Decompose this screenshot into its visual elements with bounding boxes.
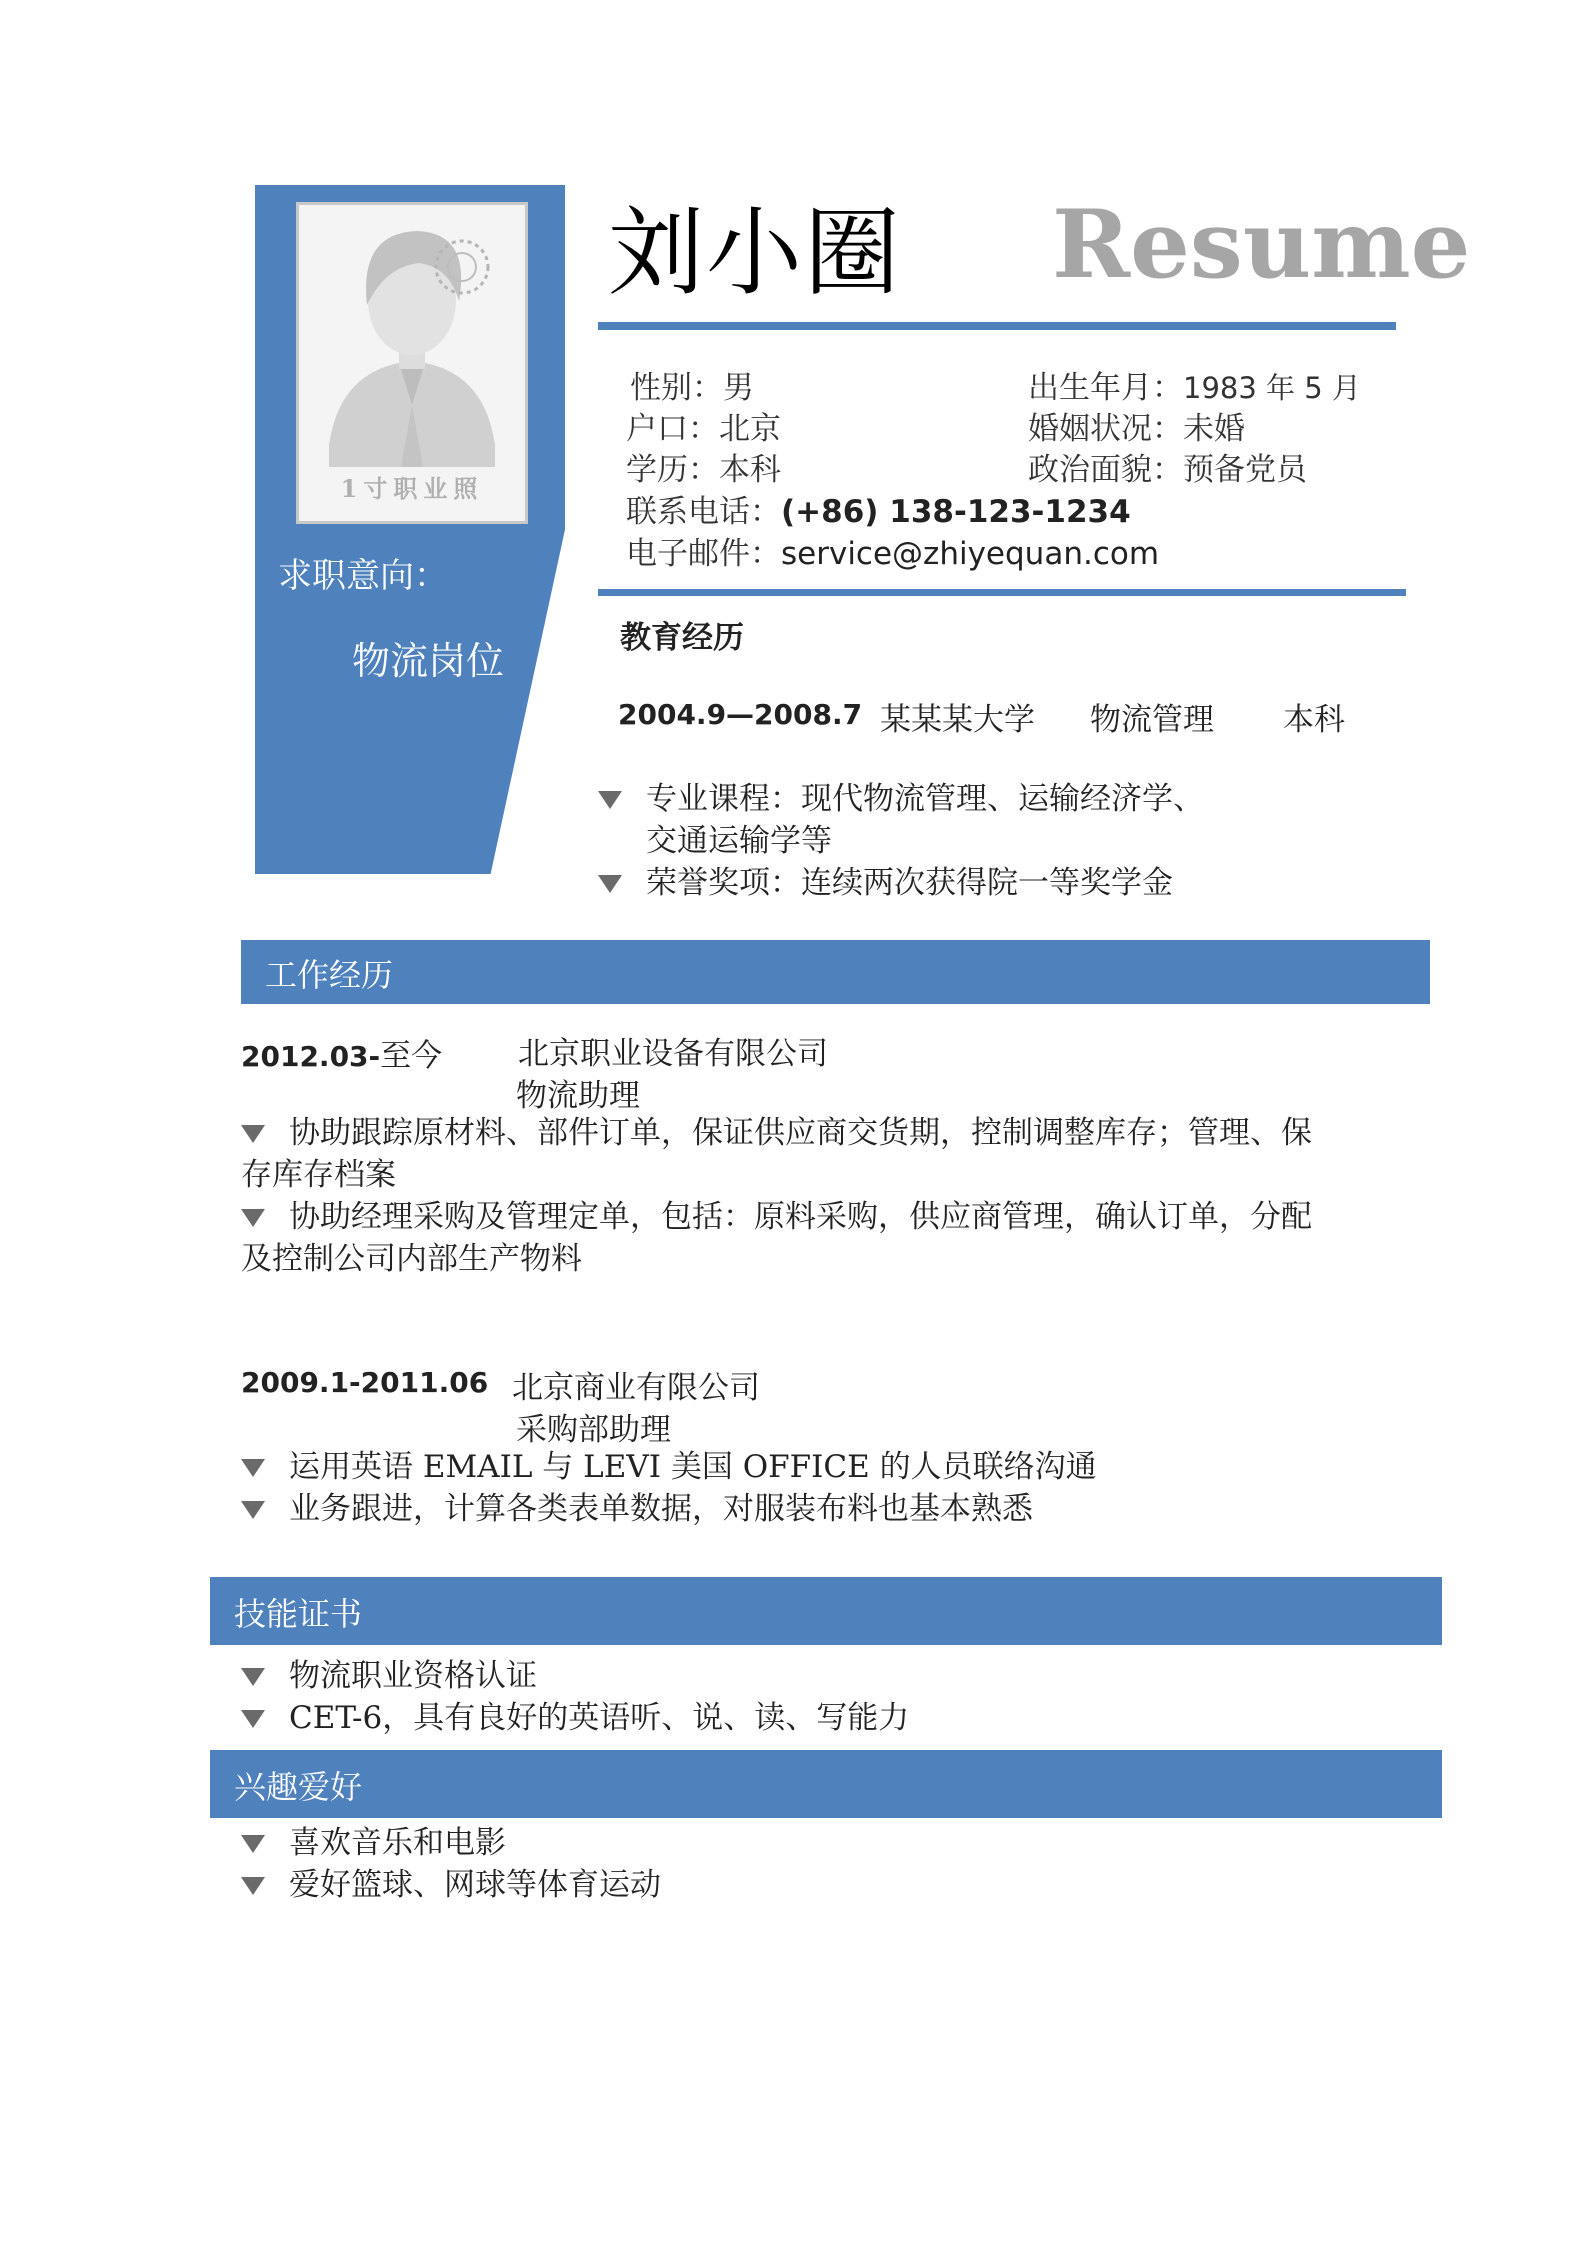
phone-field bbox=[626, 486, 1131, 531]
birth-value: 1983 年 5 月 bbox=[1183, 371, 1361, 405]
job1-bullet: 协助经理采购及管理定单，包括：原料采购，供应商管理，确认订单，分配 及控制公司内部生产物料 bbox=[241, 1199, 1312, 1277]
triangle-bullet-icon bbox=[241, 1125, 265, 1143]
skills-section-title: 技能证书 bbox=[234, 1595, 363, 1633]
email-field bbox=[626, 528, 1159, 573]
job1-bullet: 协助跟踪原材料、部件订单，保证供应商交货期，控制调整库存；管理、保 存库存档案 bbox=[241, 1115, 1312, 1193]
hobbies-section-bar bbox=[210, 1750, 1442, 1818]
triangle-bullet-icon bbox=[241, 1459, 265, 1477]
triangle-bullet-icon bbox=[241, 1501, 265, 1519]
education-title: 教育经历 bbox=[620, 620, 744, 656]
edu-school: 某某某大学 bbox=[880, 702, 1035, 738]
email-label: 电子邮件： bbox=[626, 536, 781, 572]
email-value: service@zhiyequan.com bbox=[781, 536, 1160, 572]
triangle-bullet-icon bbox=[241, 1877, 265, 1895]
job2-bullet: 运用英语 EMAIL 与 LEVI 美国 OFFICE 的人员联络沟通 bbox=[241, 1446, 1361, 1488]
triangle-bullet-icon bbox=[598, 791, 622, 809]
photo-frame bbox=[296, 202, 528, 524]
skill-bullet: 物流职业资格认证 bbox=[241, 1655, 1361, 1697]
political-field: 政治面貌：预备党员 bbox=[1028, 452, 1307, 488]
job2-period: 2009.1-2011.06 bbox=[241, 1366, 489, 1399]
triangle-bullet-icon bbox=[598, 875, 622, 893]
name-title: 刘小圈 bbox=[608, 197, 902, 309]
skills-section-bar bbox=[210, 1577, 1442, 1645]
edu-bullet: 荣誉奖项：连续两次获得院一等奖学金 bbox=[598, 862, 1338, 904]
hobbies-section-title: 兴趣爱好 bbox=[234, 1768, 363, 1806]
gender-field: 性别：男 bbox=[630, 370, 754, 406]
job1-position: 物流助理 bbox=[516, 1078, 640, 1114]
skill-bullet: CET-6，具有良好的英语听、说、读、写能力 bbox=[241, 1697, 1361, 1739]
birth-label: 出生年月： bbox=[1028, 370, 1183, 406]
hobby-bullet: 爱好篮球、网球等体育运动 bbox=[241, 1864, 1361, 1906]
resume-word: Resume bbox=[1052, 190, 1471, 300]
edu-period: 2004.9—2008.7 bbox=[618, 698, 863, 731]
work-section-bar bbox=[241, 940, 1430, 1004]
job2-company: 北京商业有限公司 bbox=[512, 1370, 760, 1406]
job-intent-label: 求职意向： bbox=[278, 556, 448, 596]
edu-degree: 本科 bbox=[1283, 702, 1345, 738]
job2-bullet: 业务跟进，计算各类表单数据，对服装布料也基本熟悉 bbox=[241, 1488, 1361, 1530]
hukou-field: 户口：北京 bbox=[626, 411, 781, 447]
edu-bullet: 专业课程：现代物流管理、运输经济学、 交通运输学等 bbox=[598, 778, 1338, 862]
edu-major: 物流管理 bbox=[1090, 702, 1214, 738]
hobby-bullet: 喜欢音乐和电影 bbox=[241, 1822, 1361, 1864]
job2-position: 采购部助理 bbox=[516, 1412, 671, 1448]
job1-company: 北京职业设备有限公司 bbox=[518, 1036, 828, 1072]
job1-period: 2012.03-至今 bbox=[241, 1038, 443, 1074]
marital-field: 婚姻状况：未婚 bbox=[1028, 411, 1245, 447]
birth-field bbox=[1028, 362, 1361, 407]
education-field: 学历：本科 bbox=[626, 452, 781, 488]
phone-value: (+86) 138-123-1234 bbox=[781, 494, 1131, 530]
info-rule bbox=[598, 589, 1406, 596]
triangle-bullet-icon bbox=[241, 1668, 265, 1686]
phone-label: 联系电话： bbox=[626, 494, 781, 530]
work-section-title: 工作经历 bbox=[265, 956, 394, 994]
triangle-bullet-icon bbox=[241, 1835, 265, 1853]
triangle-bullet-icon bbox=[241, 1710, 265, 1728]
triangle-bullet-icon bbox=[241, 1209, 265, 1227]
photo-caption: 1寸职业照 bbox=[340, 474, 484, 503]
header-rule bbox=[598, 322, 1396, 330]
job-intent-value: 物流岗位 bbox=[352, 639, 505, 683]
